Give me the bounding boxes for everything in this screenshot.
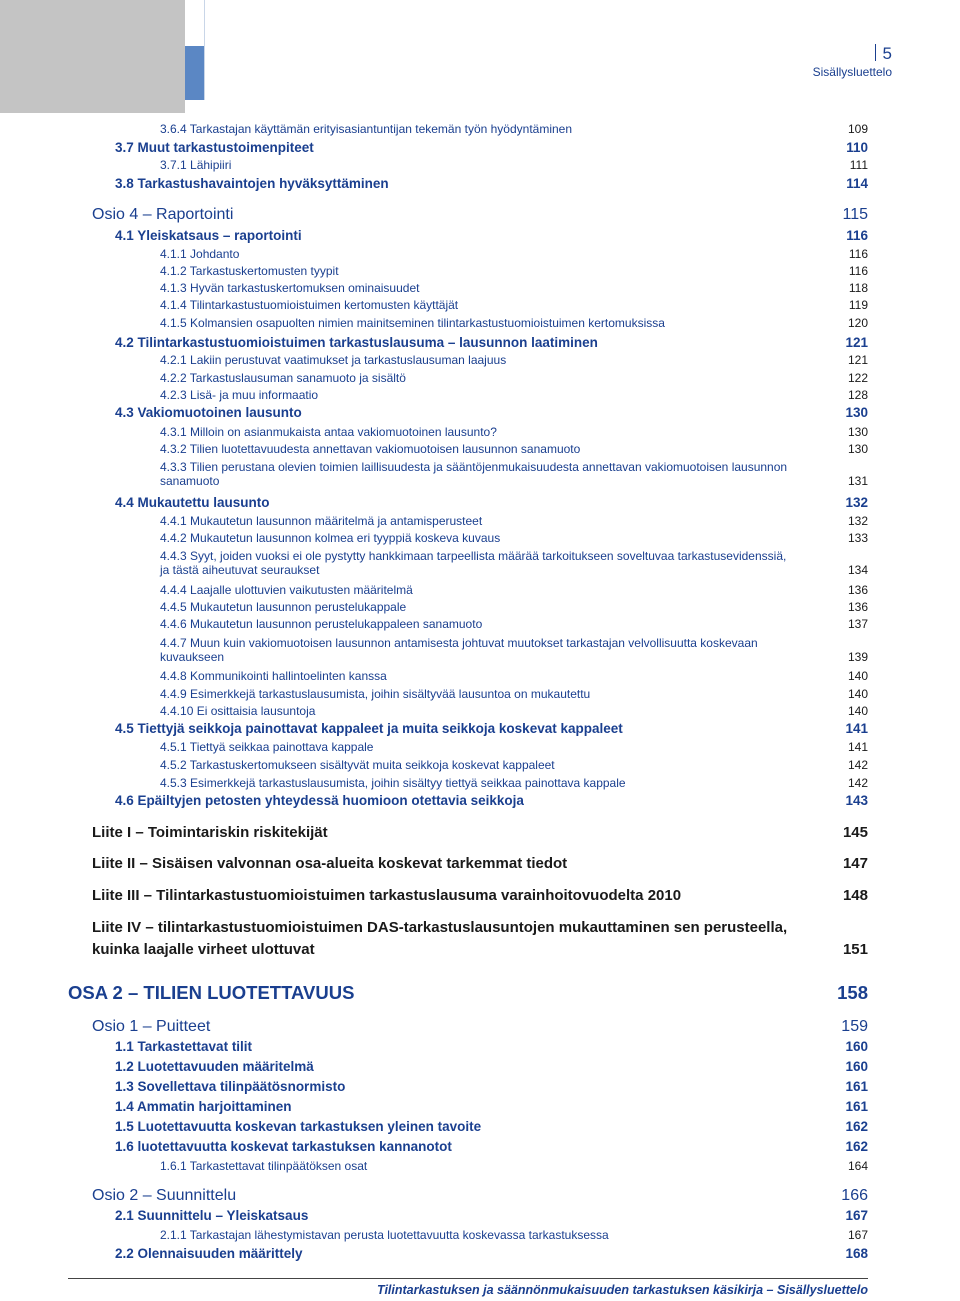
toc-entry[interactable] [160, 776, 868, 790]
toc-entry-title: Liite IV – tilintarkastustuomioistuimen DAS-tarkastuslausuntojen mukauttaminen sen perusteella, kuinka laajalle virheet ulottuvat [92, 919, 788, 958]
toc-entry[interactable] [115, 721, 868, 736]
toc-entry[interactable] [92, 853, 868, 875]
toc-entry-page: 116 [848, 247, 868, 261]
toc-entry-page: 134 [847, 563, 868, 577]
toc-entry-page: 120 [847, 316, 868, 330]
toc-entry-title: 4.6 Epäiltyjen petosten yhteydessä huomioon otettavia seikkoja [115, 793, 524, 808]
toc-entry[interactable] [160, 1159, 868, 1173]
toc-entry-title: 4.4.1 Mukautetun lausunnon määritelmä ja antamisperusteet [160, 514, 483, 528]
toc-entry-page: 110 [846, 140, 868, 155]
toc-entry-page: 136 [847, 600, 868, 614]
toc-entry[interactable] [115, 140, 868, 155]
toc-entry-title: 4.4.9 Esimerkkejä tarkastuslausumista, joihin sisältyvää lausuntoa on mukautettu [160, 687, 591, 701]
toc-entry-page: 121 [847, 353, 868, 367]
toc-entry-title: 4.4.3 Syyt, joiden vuoksi ei ole pystytty hankkimaan tarpeellista määrää tarkoitukseen soveltuvaa tarkastusevidenssiä, ja tästä aiheutuvat seuraukset [160, 549, 787, 577]
toc-entry-page: 145 [842, 824, 868, 841]
toc-entry-title: 4.1.3 Hyvän tarkastuskertomuksen ominaisuudet [160, 281, 420, 295]
toc-entry-title: 3.6.4 Tarkastajan käyttämän erityisasiantuntijan tekemän työn hyödyntäminen [160, 122, 573, 136]
toc-entry-title: 4.2.3 Lisä- ja muu informaatio [160, 388, 319, 402]
toc-entry[interactable] [160, 158, 868, 172]
toc-entry[interactable] [115, 228, 868, 243]
toc-entry[interactable] [115, 495, 868, 510]
toc-entry[interactable] [160, 460, 868, 488]
toc-entry-page: 136 [847, 583, 868, 597]
toc-entry-page: 142 [847, 758, 868, 772]
toc-entry-page: 143 [845, 793, 868, 808]
toc-entry[interactable] [115, 793, 868, 808]
toc-entry-title: 4.3.2 Tilien luotettavuudesta annettavan vakiomuotoisen lausunnon sanamuoto [160, 442, 581, 456]
toc-entry-title: 1.6 luotettavuutta koskevat tarkastuksen kannanotot [115, 1139, 452, 1154]
toc-entry-title: Osio 4 – Raportointi [92, 206, 234, 223]
toc-entry-title: 1.2 Luotettavuuden määritelmä [115, 1059, 314, 1074]
toc-entry[interactable] [160, 122, 868, 136]
toc-entry-page: 159 [841, 1018, 868, 1035]
toc-entry[interactable] [160, 298, 868, 312]
toc-entry-page: 115 [842, 206, 868, 223]
toc-entry-title: 4.2.1 Lakiin perustuvat vaatimukset ja tarkastuslausuman laajuus [160, 353, 507, 367]
toc-entry-title: 4.4 Mukautettu lausunto [115, 495, 270, 510]
toc-entry-page: 111 [849, 158, 868, 172]
toc-entry-title: 4.3.3 Tilien perustana olevien toimien laillisuudesta ja sääntöjenmukaisuudesta annettavan vakiomuotoisen lausunnon sanamuoto [160, 460, 788, 488]
toc-entry-title: OSA 2 – TILIEN LUOTETTAVUUS [68, 982, 355, 1003]
toc-entry-page: 116 [848, 264, 868, 278]
toc-entry-page: 162 [845, 1119, 868, 1134]
toc-entry[interactable] [160, 740, 868, 754]
toc-entry-page: 116 [846, 228, 868, 243]
toc-entry[interactable] [160, 531, 868, 545]
toc-entry[interactable] [115, 1139, 868, 1154]
toc-entry-title: 1.3 Sovellettava tilinpäätösnormisto [115, 1079, 346, 1094]
toc-entry-page: 166 [841, 1187, 868, 1204]
toc-entry-page: 140 [847, 669, 868, 683]
toc-entry-page: 160 [845, 1039, 868, 1054]
toc-entry[interactable] [92, 822, 868, 844]
toc-entry-title: 3.7.1 Lähipiiri [160, 158, 232, 172]
toc-entry-page: 130 [847, 442, 868, 456]
toc-entry-title: 4.4.2 Mukautetun lausunnon kolmea eri tyyppiä koskeva kuvaus [160, 531, 501, 545]
toc-entry-title: 2.1 Suunnittelu – Yleiskatsaus [115, 1208, 309, 1223]
toc-entry[interactable] [92, 1187, 868, 1205]
toc-entry[interactable] [160, 281, 868, 295]
toc-entry-title: 3.7 Muut tarkastustoimenpiteet [115, 140, 314, 155]
toc-entry-title: 1.1 Tarkastettavat tilit [115, 1039, 253, 1054]
toc-entry-page: 164 [847, 1159, 868, 1173]
toc-entry-title: Liite II – Sisäisen valvonnan osa-alueita koskevat tarkemmat tiedot [92, 855, 568, 872]
toc-entry-title: Liite III – Tilintarkastustuomioistuimen tarkastuslausuma varainhoitovuodelta 2010 [92, 887, 682, 904]
toc-entry-title: 4.2 Tilintarkastustuomioistuimen tarkastuslausuma – lausunnon laatiminen [115, 335, 598, 350]
toc-entry-page: 147 [842, 855, 868, 872]
toc-entry[interactable] [160, 617, 868, 631]
toc-entry-page: 121 [845, 335, 868, 350]
toc-entry-title: 2.1.1 Tarkastajan lähestymistavan perusta luotettavuutta koskevassa tarkastuksessa [160, 1228, 609, 1242]
toc-entry[interactable] [115, 1059, 868, 1074]
toc-entry[interactable] [115, 1246, 868, 1261]
toc-entry-page: 118 [848, 281, 868, 295]
toc-entry-page: 158 [837, 982, 868, 1003]
toc-entry-page: 160 [845, 1059, 868, 1074]
toc-entry-title: 4.5.3 Esimerkkejä tarkastuslausumista, joihin sisältyy tiettyä seikkaa painottava kappale [160, 776, 626, 790]
toc-entry-page: 167 [847, 1228, 868, 1242]
toc-entry-page: 130 [845, 405, 868, 420]
footer-title: Tilintarkastuksen ja säännönmukaisuuden tarkastuksen käsikirja – Sisällysluettelo [377, 1283, 868, 1297]
toc-entry-title: 4.3.1 Milloin on asianmukaista antaa vakiomuotoinen lausunto? [160, 425, 497, 439]
toc-entry[interactable] [160, 425, 868, 439]
toc-entry-page: 122 [847, 371, 868, 385]
toc-entry[interactable] [92, 885, 868, 907]
toc-entry-title: 4.1 Yleiskatsaus – raportointi [115, 228, 302, 243]
toc-entry[interactable] [160, 264, 868, 278]
toc-entry-page: 148 [842, 887, 868, 904]
toc-entry-page: 130 [847, 425, 868, 439]
toc-entry-page: 132 [847, 514, 868, 528]
toc-entry-title: 1.6.1 Tarkastettavat tilinpäätöksen osat [160, 1159, 368, 1173]
toc-entry-title: 4.4.7 Muun kuin vakiomuotoisen lausunnon antamisesta johtuvat muutokset tarkastajan velvollisuutta koskevaan kuvaukseen [160, 636, 758, 664]
toc-entry[interactable] [115, 1079, 868, 1094]
toc-entry[interactable] [160, 371, 868, 385]
page-number: 5 [875, 44, 892, 64]
toc-entry-title: 4.4.4 Laajalle ulottuvien vaikutusten määritelmä [160, 583, 413, 597]
toc-entry[interactable] [160, 514, 868, 528]
toc-entry-title: 1.5 Luotettavuutta koskevan tarkastuksen yleinen tavoite [115, 1119, 482, 1134]
toc-entry[interactable] [160, 442, 868, 456]
toc-entry[interactable] [115, 1099, 868, 1114]
toc-entry-page: 141 [845, 721, 868, 736]
toc-entry[interactable] [92, 1018, 868, 1036]
toc-entry[interactable] [160, 316, 868, 330]
toc-entry-page: 161 [845, 1079, 868, 1094]
toc-entry-title: 4.1.2 Tarkastuskertomusten tyypit [160, 264, 339, 278]
toc-entry-page: 167 [845, 1208, 868, 1223]
footer-divider [68, 1278, 868, 1279]
toc-entry[interactable] [160, 583, 868, 597]
toc-entry[interactable] [160, 704, 868, 718]
toc-entry-title: 4.1.4 Tilintarkastustuomioistuimen kertomusten käyttäjät [160, 298, 459, 312]
section-name: Sisällysluettelo [812, 65, 892, 79]
toc-entry-title: 4.5 Tiettyjä seikkoja painottavat kappaleet ja muita seikkoja koskevat kappaleet [115, 721, 623, 736]
toc-entry-title: 4.4.5 Mukautetun lausunnon perustelukappale [160, 600, 407, 614]
toc-entry-title: 4.2.2 Tarkastuslausuman sanamuoto ja sisältö [160, 371, 406, 385]
toc-entry[interactable] [160, 758, 868, 772]
toc-entry-page: 140 [847, 687, 868, 701]
toc-entry[interactable] [115, 405, 868, 420]
toc-entry-title: 4.4.8 Kommunikointi hallintoelinten kanssa [160, 669, 387, 683]
toc-entry-page: 168 [845, 1246, 868, 1261]
toc-entry[interactable] [160, 1228, 868, 1242]
toc-entry[interactable] [92, 917, 868, 961]
toc-entry[interactable] [160, 353, 868, 367]
toc-entry-title: Osio 1 – Puitteet [92, 1018, 211, 1035]
toc-entry-page: 161 [845, 1099, 868, 1114]
toc-entry-title: 4.1.5 Kolmansien osapuolten nimien mainitseminen tilintarkastustuomioistuimen kertomuksissa [160, 316, 665, 330]
toc-entry[interactable] [160, 247, 868, 261]
toc-entry[interactable] [68, 982, 868, 1004]
toc-entry[interactable] [160, 687, 868, 701]
toc-entry-page: 128 [847, 388, 868, 402]
toc-entry-page: 131 [847, 474, 868, 488]
toc-entry[interactable] [115, 1119, 868, 1134]
toc-entry-page: 141 [847, 740, 868, 754]
toc-entry[interactable] [115, 1039, 868, 1054]
toc-entry-title: 2.2 Olennaisuuden määrittely [115, 1246, 303, 1261]
toc-entry-title: 3.8 Tarkastushavaintojen hyväksyttäminen [115, 176, 389, 191]
toc-entry-title: Osio 2 – Suunnittelu [92, 1187, 237, 1204]
toc-entry-title: 4.4.6 Mukautetun lausunnon perustelukappaleen sanamuoto [160, 617, 483, 631]
toc-entry-page: 162 [845, 1139, 868, 1154]
toc-entry[interactable] [115, 335, 868, 350]
toc-entry[interactable] [115, 1208, 868, 1223]
toc-entry-title: 1.4 Ammatin harjoittaminen [115, 1099, 292, 1114]
toc-entry-title: Liite I – Toimintariskin riskitekijät [92, 824, 328, 841]
toc-entry-page: 133 [847, 531, 868, 545]
toc-entry[interactable] [115, 176, 868, 191]
toc-entry[interactable] [160, 636, 868, 664]
toc-entry-title: 4.5.2 Tarkastuskertomukseen sisältyvät muita seikkoja koskevat kappaleet [160, 758, 555, 772]
toc-entry[interactable] [160, 600, 868, 614]
toc-entry-title: 4.1.1 Johdanto [160, 247, 240, 261]
toc-entry-title: 4.5.1 Tiettyä seikkaa painottava kappale [160, 740, 374, 754]
toc-entry-title: 4.4.10 Ei osittaisia lausuntoja [160, 704, 316, 718]
toc-entry[interactable] [160, 669, 868, 683]
toc-entry-title: 4.3 Vakiomuotoinen lausunto [115, 405, 302, 420]
toc-entry-page: 140 [847, 704, 868, 718]
toc-entry-page: 132 [845, 495, 868, 510]
toc-entry-page: 142 [847, 776, 868, 790]
toc-entry[interactable] [92, 206, 868, 224]
toc-entry[interactable] [160, 549, 868, 577]
toc-entry-page: 151 [842, 941, 868, 958]
toc-entry-page: 139 [847, 650, 868, 664]
toc-entry-page: 109 [847, 122, 868, 136]
toc-entry-page: 137 [847, 617, 868, 631]
toc-entry-page: 119 [848, 298, 868, 312]
toc-entry[interactable] [160, 388, 868, 402]
toc-entry-page: 114 [846, 176, 868, 191]
